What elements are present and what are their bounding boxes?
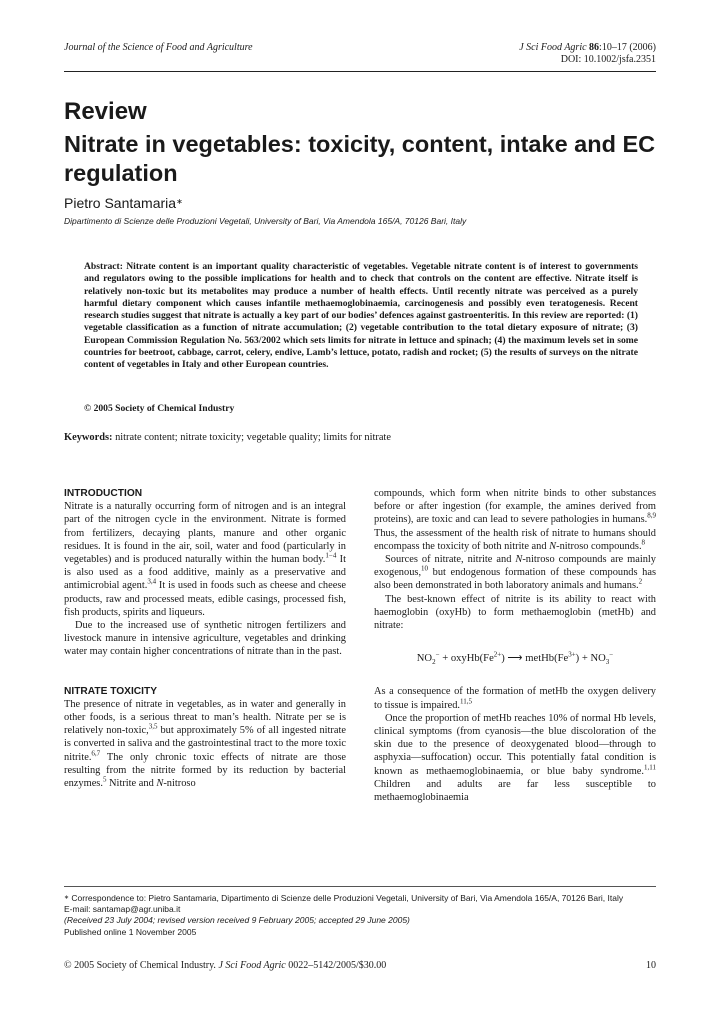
citation-ref[interactable]: 8,9	[647, 511, 656, 520]
citation-journal: J Sci Food Agric	[519, 42, 590, 53]
citation-ref[interactable]: 3,4	[147, 577, 157, 586]
nitrite-reaction-equation: $NO_2^-$ + $oxyHb(Fe^{2+})$ ⟶ $metHb(Fe^{3+}) + NO_3^-$	[416, 650, 614, 667]
citation-block	[519, 42, 656, 66]
citation-ref[interactable]: 8	[641, 538, 646, 547]
footer-issn: 0022–5142/2005/$30.00	[285, 960, 387, 971]
citation-ref[interactable]: 3,5	[148, 722, 158, 731]
keywords-label: Keywords:	[64, 432, 113, 443]
left-column	[64, 487, 346, 790]
intro-paragraph-1: Nitrate is a naturally occurring form of nitrogen and is an integral part of the nitrogen cycle in the environment. Nitrate is formed from fertilizers, decaying plants, manure and other organic residues. It is found in the air, soil, water and food (particularly in vegetables) and is produced naturally within the human body.$^{1-4}$ It is also used as a food additive, mainly as a preservative and antimicrobial agent.$^{3,4}$ It is used in foods such as cheese and cheese products, raw and processed meats, edible casings, processed fish, fish products, spirits and liqueurs.	[64, 501, 346, 618]
citation-ref[interactable]: 11,5	[460, 697, 473, 706]
right-paragraph-1: compounds, which form when nitrite binds to other substances before or after ingestion (for example, the amines derived from proteins), are toxic and can lead to severe pathologies in humans.$^{8,9}$ Thus, the assessment of the health risk of nitrate to humans should encompass the toxicity of both nitrite and N-nitroso compounds.$^8$	[374, 488, 656, 552]
right-paragraph-2: Sources of nitrate, nitrite and N-nitroso compounds are mainly exogenous,$^{10}$ but endogenous formation of these compounds has also been demonstrated in both laboratory animals and humans.$^2$	[374, 554, 656, 592]
citation	[519, 42, 656, 54]
header-rule	[64, 71, 656, 72]
citation-volume: 86	[589, 42, 600, 53]
introduction-heading: INTRODUCTION	[64, 488, 143, 499]
footnote-rule	[64, 886, 656, 887]
section-label: Review	[64, 98, 147, 125]
running-head	[64, 42, 656, 65]
correspondence-note: ∗ Correspondence to: Pietro Santamaria, Dipartimento di Scienze delle Produzioni Vegetali, University of Bari, Via Amendola 165/A, 70126 Bari, Italy	[64, 893, 624, 903]
affiliation: Dipartimento di Scienze delle Produzioni Vegetali, University of Bari, Via Amendola 165/A, 70126 Bari, Italy	[64, 216, 467, 226]
intro-paragraph-2: Due to the increased use of synthetic nitrogen fertilizers and livestock manure in intensive agriculture, vegetables and drinking water may contain higher concentrations of nitrate than in the past.	[64, 620, 346, 658]
author-name: Pietro Santamaria	[64, 195, 177, 211]
author-line	[64, 195, 183, 211]
citation-ref[interactable]: 10	[421, 564, 429, 573]
citation-pages: :10–17 (2006)	[599, 42, 656, 53]
right-paragraph-4: As a consequence of the formation of metHb the oxygen delivery to tissue is impaired.$^{11,5}$	[374, 686, 656, 711]
footer-journal: J Sci Food Agric	[218, 960, 286, 971]
published-date: Published online 1 November 2005	[64, 926, 197, 937]
right-paragraph-3: The best-known effect of nitrite is its ability to react with haemoglobin (oxyHb) to form methaemoglobin (metHb) and nitrate:	[374, 593, 656, 632]
page-number: 10	[646, 960, 656, 971]
journal-name: Journal of the Science of Food and Agriculture	[64, 42, 253, 53]
citation-ref[interactable]: 5	[102, 775, 107, 784]
email-note[interactable]: E-mail: santamap@agr.uniba.it	[64, 904, 181, 915]
abstract-text: Abstract: Nitrate content is an important quality characteristic of vegetables. Vegetable nitrate content is of interest to governments and regulators owing to the possible implications for health and to check that controls on the content are effective. Nitrate itself is relatively non-toxic but its metabolites may produce a number of health effects. Until recently nitrate was perceived as a purely harmful dietary component which causes infantile methaemoglobinaemia, carcinogenesis and possibly even teratogenesis. Recent research studies suggest that nitrate is actually a key part of our bodies’ defences against gastroenteritis. In this review are reported: (1) vegetable classification as a function of nitrate accumulation; (2) vegetable contribution to the total dietary exposure of nitrate; (3) European Commission Regulation No. 563/2002 which sets limits for nitrate in lettuce and spinach; (4) the maximum levels set in some countries for beetroot, cabbage, carrot, celery, endive, Lamb’s lettuce, potato, radish and rocket; (5) the results of surveys on the nitrate content of vegetables in Italy and other European countries.	[84, 261, 638, 371]
abstract-copyright: © 2005 Society of Chemical Industry	[84, 403, 235, 414]
footer-copyright: © 2005 Society of Chemical Industry.	[64, 960, 219, 971]
received-dates: (Received 23 July 2004; revised version received 9 February 2005; accepted 29 June 2005)	[64, 915, 410, 926]
citation-ref[interactable]: 1−4	[325, 551, 337, 560]
page-footer	[64, 960, 656, 972]
right-column	[374, 487, 656, 804]
doi[interactable]: DOI: 10.1002/jsfa.2351	[560, 54, 656, 65]
footnotes	[64, 893, 656, 938]
correspondence-mark[interactable]: ∗	[176, 197, 183, 206]
keywords-list: nitrate content; nitrate toxicity; vegetable quality; limits for nitrate	[112, 432, 391, 443]
right-paragraph-5: Once the proportion of metHb reaches 10% of normal Hb levels, clinical symptoms (from cyanosis—the blue discoloration of the skin due to the presence of deoxygenated blood—through to asphyxia—suffocation) occur. This potentially fatal condition is known as methaemoglobinaemia, or blue baby syndrome.$^{1,11}$ Children and adults are far less susceptible to methaemoglobinaemia	[374, 712, 656, 804]
section-gap	[64, 659, 346, 685]
citation-ref[interactable]: 6,7	[91, 749, 101, 758]
article-title: Nitrate in vegetables: toxicity, content, intake and EC regulation	[64, 131, 656, 186]
citation-ref[interactable]: 1,11	[644, 763, 656, 772]
nitrate-toxicity-heading: NITRATE TOXICITY	[64, 685, 158, 697]
keywords	[64, 431, 391, 444]
citation-ref[interactable]: 2	[638, 577, 643, 586]
toxicity-paragraph-1: The presence of nitrate in vegetables, as in water and generally in other foods, is a serious threat to man’s health. Nitrate per se is relatively non-toxic,$^{3,5}$ but approximately 5% of all ingested nitrate is converted in saliva and the gastrointestinal tract to the more toxic nitrite.$^{6,7}$ The only chronic toxic effects of nitrate are those resulting from the nitrite formed by its reduction by bacterial enzymes.$^5$ Nitrite and N-nitroso	[64, 698, 346, 790]
